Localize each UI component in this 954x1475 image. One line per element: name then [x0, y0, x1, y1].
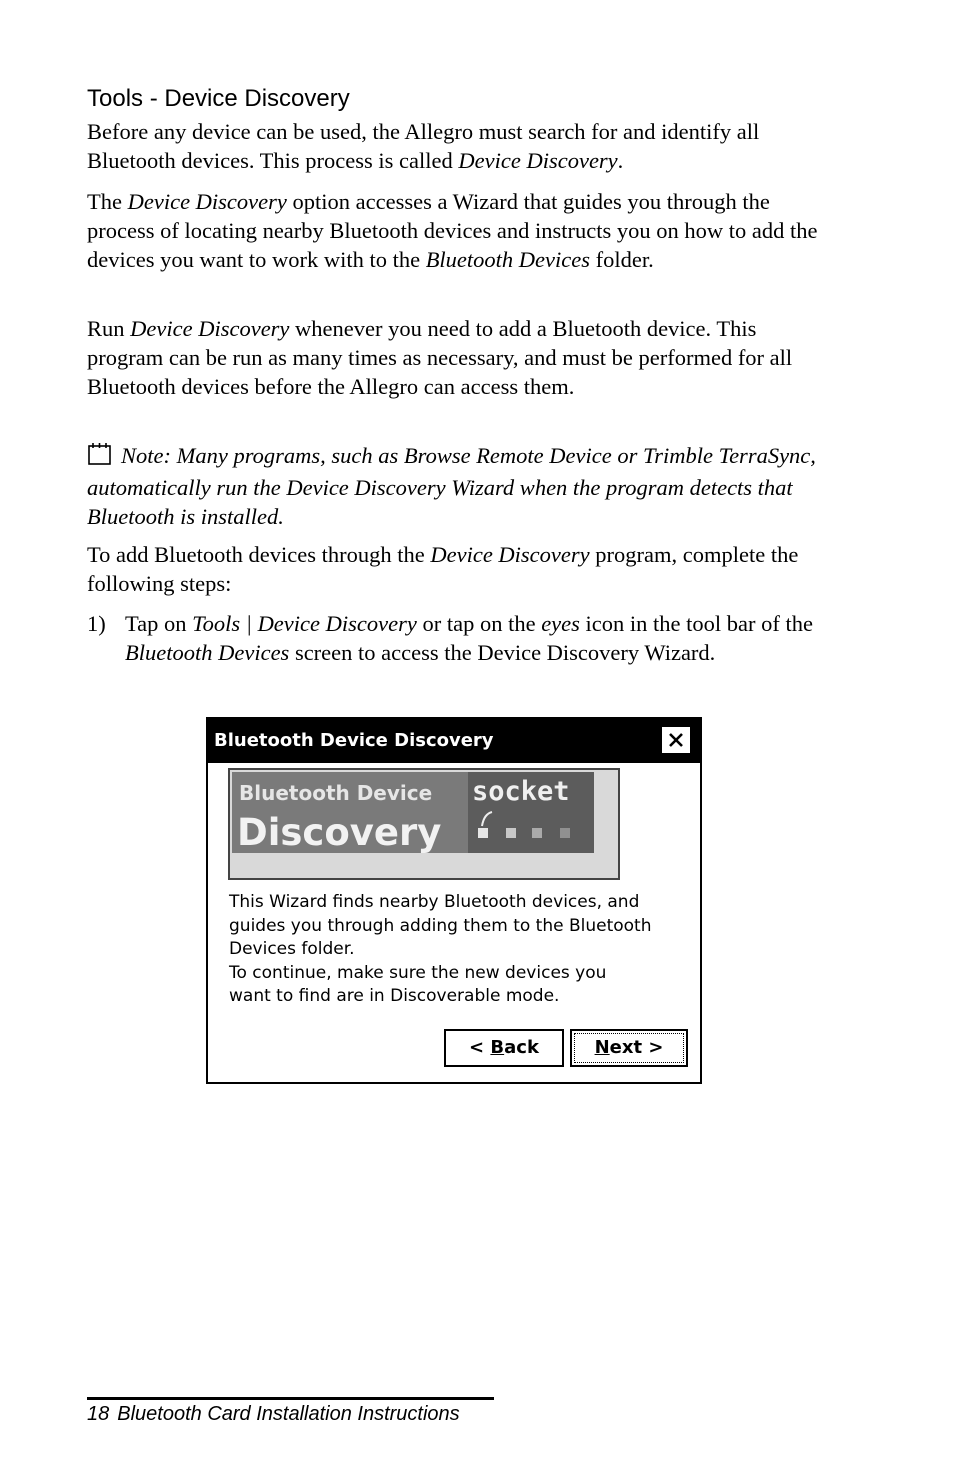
back-button[interactable]: [444, 1029, 564, 1067]
emphasis-span: Device Discovery: [430, 542, 590, 567]
text-span: folder.: [590, 247, 654, 272]
banner-title: Discovery: [237, 811, 442, 854]
text-span: Before any device can be used, the Allegro must search for and identify all Bluetooth devices. This process is called: [87, 119, 760, 173]
next-label-rest: ext >: [609, 1037, 664, 1058]
text-span: To add Bluetooth devices through the: [87, 542, 431, 567]
footer-title: Bluetooth Card Installation Instructions: [117, 1403, 460, 1425]
back-mnemonic: B: [490, 1037, 505, 1058]
brand-logo-text: socket: [472, 776, 570, 807]
text-span: Tap on: [125, 611, 193, 636]
note-icon: [87, 442, 113, 473]
emphasis-span: Tools | Device Discovery: [192, 611, 417, 636]
text-span: The: [87, 189, 128, 214]
wizard-banner: [228, 768, 620, 880]
wizard-paragraph: [87, 187, 827, 274]
text-span: Run: [87, 316, 131, 341]
section-heading: Tools - Device Discovery: [87, 85, 350, 112]
emphasis-span: Bluetooth Devices: [425, 247, 590, 272]
dialog-titlebar: [208, 719, 700, 763]
dialog-title: Bluetooth Device Discovery: [214, 730, 494, 751]
back-prefix: <: [469, 1037, 491, 1058]
page-footer: [87, 1401, 460, 1427]
text-span: icon in the tool bar of the: [579, 611, 813, 636]
note-text: Note: Many programs, such as Browse Remote Device or Trimble TerraSync, automatically run the Device Discovery Wizard when the program detects that Bluetooth is installed.: [87, 443, 816, 529]
run-paragraph: [87, 314, 827, 401]
back-label-rest: ack: [504, 1037, 539, 1058]
banner-panel: [232, 772, 594, 853]
note-paragraph: [87, 441, 827, 531]
text-span: or tap on the: [416, 611, 542, 636]
step-number: 1): [87, 611, 106, 636]
emphasis-span: Device Discovery: [130, 316, 290, 341]
emphasis-span: eyes: [541, 611, 580, 636]
banner-subtitle: Bluetooth Device: [239, 781, 433, 805]
next-button[interactable]: [570, 1029, 688, 1067]
emphasis-span: Device Discovery: [127, 189, 287, 214]
page-number: 18: [87, 1403, 110, 1425]
close-button[interactable]: [660, 725, 692, 755]
emphasis-span: Bluetooth Devices: [125, 640, 290, 665]
text-span: .: [617, 148, 624, 173]
text-span: screen to access the Device Discovery Wizard.: [289, 640, 716, 665]
step-text: [87, 609, 827, 667]
step-1: [87, 609, 827, 667]
discovery-dialog: [206, 717, 702, 1084]
next-mnemonic: N: [594, 1037, 610, 1058]
text-span: whenever you need to add a Bluetooth device. This program can be run as many times as necessary, and must be performed for all Bluetooth devices before the Allegro can access them.: [87, 316, 793, 399]
close-icon: [668, 732, 684, 748]
footer-rule: [87, 1397, 494, 1400]
steps-intro-paragraph: [87, 540, 827, 598]
emphasis-span: Device Discovery: [458, 148, 618, 173]
text-span: program, complete the following steps:: [87, 542, 799, 596]
wizard-description: This Wizard finds nearby Bluetooth devices, and guides you through adding them to the Bluetooth Devices folder. To continue, make sure the new devices you want to find are in Discoverable mode.: [229, 892, 652, 1006]
brand-logo-mark: [478, 806, 588, 846]
intro-paragraph: [87, 117, 827, 175]
text-span: option accesses a Wizard that guides you through the process of locating nearby Bluetooth devices and instructs you on how to add the devices you want to work with to the: [87, 189, 818, 272]
